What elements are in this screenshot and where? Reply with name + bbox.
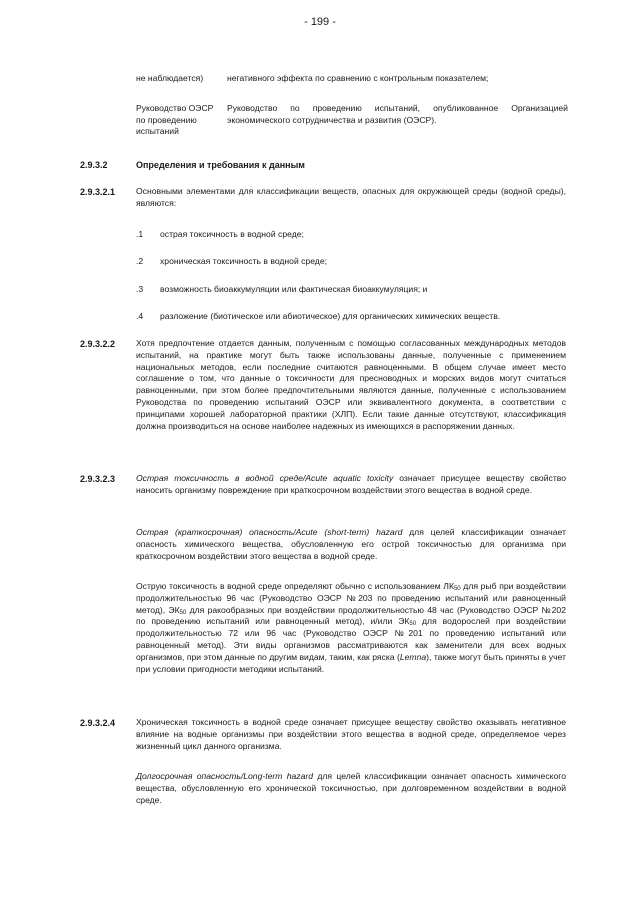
paragraph-text: [136, 581, 566, 675]
paragraph-number: 2.9.3.2.2: [80, 339, 116, 349]
list-item-text: возможность биоаккумуляции или фактическая биоаккумуляция; и: [160, 284, 428, 294]
subscript: 50: [179, 609, 187, 616]
definition-term: не наблюдается): [136, 73, 204, 83]
defined-term: Острая токсичность в водной среде/Acute aquatic toxicity: [136, 473, 394, 483]
text-run: для ракообразных при воздействии продолжительностью 48 час (Руководство ОЭСР №202 по проведению испытаний или равноценный метод), и/или ЭК: [136, 604, 566, 627]
paragraph-text: Основными элементами для классификации веществ, опасных для окружающей среды (водной среды), являются:: [136, 186, 566, 208]
paragraph-number: 2.9.3.2.3: [80, 474, 116, 484]
page-number: - 199 -: [304, 16, 336, 28]
text-run: для рыб при воздействии продолжительностью 96 час (Руководство ОЭСР №203 по проведению испытаний или равноценный метод), ЭК: [136, 581, 566, 615]
defined-term: Долгосрочная опасность/Long-term hazard: [136, 771, 314, 781]
paragraph-number: 2.9.3.2.1: [80, 187, 116, 197]
paragraph-text: Хроническая токсичность в водной среде означает присущее веществу свойство оказывать негативное влияние на водные организмы при воздействии этого вещества в водной среде, определяемое через жизненный цикл данного организма.: [136, 717, 566, 751]
text-run: для водорослей при воздействии продолжительностью 72 или 96 час (Руководство ОЭСР №201 по проведению испытаний или равноценный метод). Эти виды организмов рассматриваются как заменители для всех водных организмов, при этом данные по другим видам, таким, как ряска (: [136, 616, 566, 662]
paragraph-text: [136, 527, 566, 562]
list-item-text: хроническая токсичность в водной среде;: [160, 256, 327, 266]
paragraph-text: [136, 771, 566, 806]
definition-body: для целей классификации означает опасность химического вещества, обусловленную его хронической токсичностью, при долговременном воздействии в водной среде.: [136, 771, 566, 805]
text-run: Lemna: [399, 651, 427, 662]
section-number: 2.9.3.2: [80, 160, 108, 170]
definition-text: негативного эффекта по сравнению с контрольным показателем;: [227, 73, 489, 83]
paragraph-text: [136, 473, 566, 497]
list-item-text: разложение (биотическое или абиотическое) для органических химических веществ.: [160, 311, 501, 321]
definition-body: означает присущее веществу свойство наносить организму повреждение при краткосрочном воздействии этого вещества в водной среде.: [136, 473, 566, 495]
defined-term: Острая (краткосрочная) опасность/Acute (short-term) hazard: [136, 527, 403, 537]
list-item-number: .3: [136, 284, 144, 294]
subscript: 50: [409, 621, 417, 628]
definition-term: Руководство ОЭСР по проведению испытаний: [136, 103, 214, 136]
list-item-number: .2: [136, 256, 144, 266]
paragraph-text: Хотя предпочтение отдается данным, полученным с помощью согласованных международных методов испытаний, на практике могут быть также использованы данные, полученные с применением национальных методов, если последние считаются равноценными. В общем случае имеет место соглашение о том, что данные о токсичности для пресноводных и морских видов могут считаться равноценными, при этом более предпочтительными являются данные, полученные с использованием Руководства по проведению испытаний ОЭСР или эквивалентного документа, в соответствии с принципами хорошей лабораторной практики (ХЛП). Если такие данные отсутствуют, классификация должна производиться на основе наиболее надежных из имеющихся в распоряжении данных.: [136, 338, 566, 431]
list-item-number: .4: [136, 311, 144, 321]
definition-text: Руководство по проведению испытаний, опубликованное Организацией экономического сотрудничества и развития (ОЭСР).: [227, 103, 568, 125]
text-run: Острую токсичность в водной среде определяют обычно с использованием ЛК: [136, 581, 454, 591]
paragraph-number: 2.9.3.2.4: [80, 718, 116, 728]
section-title: Определения и требования к данным: [136, 160, 305, 170]
definition-body: для целей классификации означает опасность химического вещества, обусловленную его острой токсичностью для организма при краткосрочном воздействии этого вещества в водной среде.: [136, 527, 566, 561]
list-item-text: острая токсичность в водной среде;: [160, 229, 304, 239]
list-item-number: .1: [136, 229, 144, 239]
text-run: ), также могут быть приняты в учет при условии пригодности методики испытаний.: [136, 651, 566, 674]
subscript: 50: [453, 586, 461, 592]
